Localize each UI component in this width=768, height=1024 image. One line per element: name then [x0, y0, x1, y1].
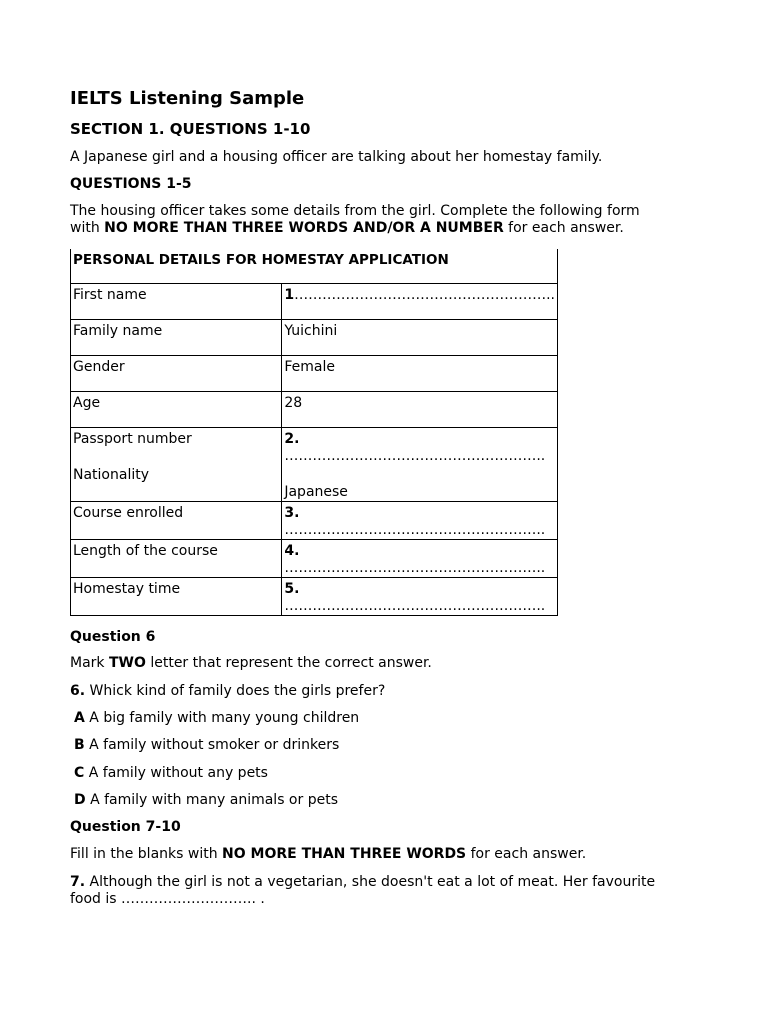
form-row-homestay-time: [71, 578, 558, 616]
form-value: 28: [282, 392, 558, 428]
option-text: A big family with many young children: [84, 710, 360, 726]
question-7-10-heading: Question 7-10: [70, 819, 181, 835]
instructions-emphasis: NO MORE THAN THREE WORDS: [222, 846, 467, 862]
option-a: [74, 710, 359, 726]
instructions-post: for each answer.: [503, 220, 624, 236]
intro-text: A Japanese girl and a housing officer are talking about her homestay family.: [70, 149, 603, 165]
form-row-gender: [71, 356, 558, 392]
answer-blank: ………………………………………………..: [294, 287, 555, 303]
nationality-label: Nationality: [73, 467, 150, 483]
question-number: 6.: [70, 683, 86, 699]
option-letter: C: [74, 765, 85, 781]
form-value: [282, 578, 558, 616]
question-6-text: [70, 683, 385, 699]
instructions-emphasis: NO MORE THAN THREE WORDS AND/OR A NUMBER: [104, 220, 504, 236]
homestay-application-form: [70, 249, 558, 616]
option-text: A family without smoker or drinkers: [84, 737, 340, 753]
answer-number: 3.: [284, 505, 300, 521]
option-letter: D: [74, 792, 86, 808]
questions-1-5-instructions: [70, 203, 640, 237]
answer-blank: ………………………………………………..: [284, 598, 546, 614]
question-6-instructions: [70, 655, 432, 671]
answer-number: 2.: [284, 431, 300, 447]
instructions-emphasis: TWO: [108, 655, 146, 671]
form-label: Family name: [71, 320, 282, 356]
form-row-family-name: [71, 320, 558, 356]
option-letter: B: [74, 737, 85, 753]
question-7-line-2: food is ……………………….. .: [70, 891, 265, 907]
option-d: [74, 792, 338, 808]
instructions-pre: Fill in the blanks with: [70, 846, 223, 862]
answer-number: 5.: [284, 581, 300, 597]
page-title: IELTS Listening Sample: [70, 88, 305, 109]
answer-blank: ………………………………………………..: [284, 448, 546, 464]
instructions-post: letter that represent the correct answer.: [145, 655, 432, 671]
form-label: Age: [71, 392, 282, 428]
form-label: Length of the course: [71, 540, 282, 578]
question-6-heading: Question 6: [70, 629, 156, 645]
form-label: Homestay time: [71, 578, 282, 616]
question-7-line-1: [70, 874, 655, 891]
form-value: [282, 284, 558, 320]
form-row-course-length: [71, 540, 558, 578]
option-text: A family with many animals or pets: [85, 792, 338, 808]
question-body: Whick kind of family does the girls prefer?: [85, 683, 386, 699]
instructions-pre: Mark: [70, 655, 109, 671]
form-label: First name: [71, 284, 282, 320]
form-value: Female: [282, 356, 558, 392]
option-text: A family without any pets: [84, 765, 268, 781]
form-label: Course enrolled: [71, 502, 282, 540]
instructions-pre: with: [70, 220, 105, 236]
answer-blank: ………………………………………………..: [284, 522, 546, 538]
question-7-text: [70, 874, 655, 908]
form-row-passport-nationality: [71, 428, 558, 502]
option-b: [74, 737, 339, 753]
instructions-line-1: The housing officer takes some details from the girl. Complete the following form: [70, 203, 640, 219]
form-value: [282, 428, 558, 502]
passport-label: Passport number: [73, 431, 192, 447]
form-value: Yuichini: [282, 320, 558, 356]
form-row-age: [71, 392, 558, 428]
option-c: [74, 765, 268, 781]
form-row-course-enrolled: [71, 502, 558, 540]
form-value: [282, 502, 558, 540]
form-value: [282, 540, 558, 578]
instructions-post: for each answer.: [466, 846, 587, 862]
answer-number: 1: [284, 287, 295, 303]
question-body: Although the girl is not a vegetarian, she doesn't eat a lot of meat. Her favourite: [85, 874, 656, 890]
section-heading: SECTION 1. QUESTIONS 1-10: [70, 120, 311, 138]
option-letter: A: [74, 710, 85, 726]
nationality-value: Japanese: [284, 484, 348, 500]
form-row-first-name: [71, 284, 558, 320]
answer-blank: ………………………………………………..: [284, 560, 546, 576]
question-number: 7.: [70, 874, 86, 890]
instructions-line-2: [70, 220, 640, 237]
form-label: Gender: [71, 356, 282, 392]
question-7-10-instructions: [70, 846, 586, 862]
questions-1-5-heading: QUESTIONS 1-5: [70, 176, 192, 192]
answer-number: 4.: [284, 543, 300, 559]
form-header: PERSONAL DETAILS FOR HOMESTAY APPLICATION: [71, 249, 558, 284]
form-label: [71, 428, 282, 502]
